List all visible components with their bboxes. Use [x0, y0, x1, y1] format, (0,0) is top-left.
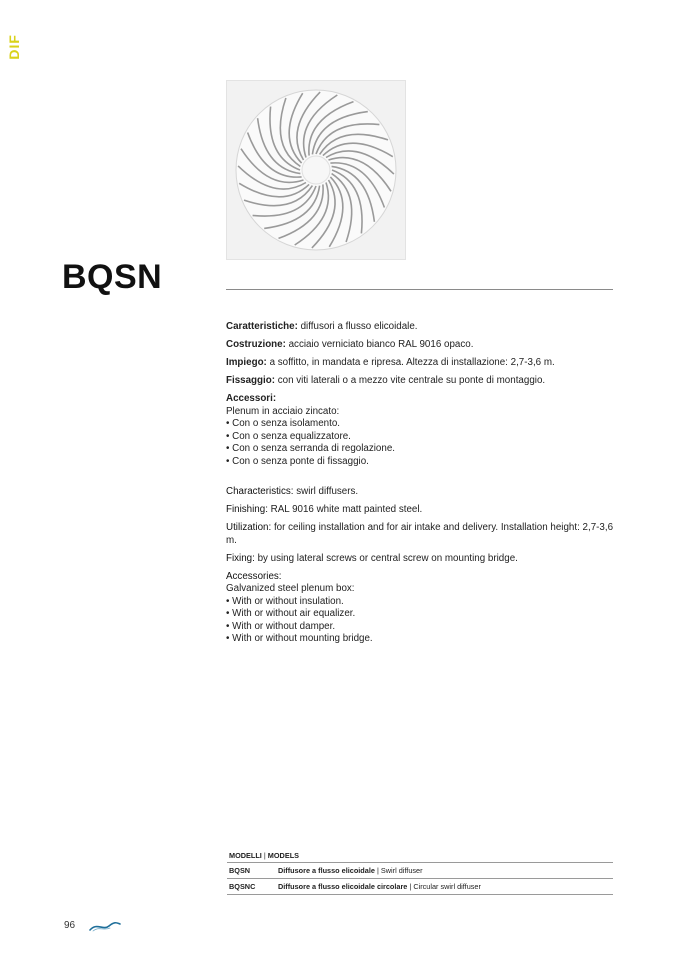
spec-line: Utilization: for ceiling installation and for air intake and delivery. Installation height: 2,7-3,6 m. [226, 522, 614, 546]
list-item: • Con o senza ponte di fissaggio. [226, 456, 616, 469]
table-row [227, 863, 613, 879]
swirl-diffuser-image [226, 80, 406, 260]
italian-description [226, 321, 616, 468]
spec-line: Impiego: a soffitto, in mandata e ripresa. Altezza di installazione: 2,7-3,6 m. [226, 357, 555, 368]
model-code: BQSNC [227, 879, 276, 895]
list-item: • With or without damper. [226, 621, 616, 634]
list-item: • Con o senza equalizzatore. [226, 431, 616, 444]
diffuser-hub [302, 156, 330, 184]
list-item: • Con o senza serranda di regolazione. [226, 443, 616, 456]
spec-line: Characteristics: swirl diffusers. [226, 486, 359, 497]
list-item: • With or without insulation. [226, 596, 616, 609]
spec-line: Fixing: by using lateral screws or central screw on mounting bridge. [226, 552, 518, 564]
accessories-label: Accessories: [226, 570, 282, 582]
accessories-section [226, 393, 616, 468]
models-header: MODELLI | MODELS [227, 849, 613, 863]
accessories-label: Accessori: [226, 393, 277, 404]
models-table [227, 849, 613, 895]
spec-line: Caratteristiche: diffusori a flusso elicoidale. [226, 321, 418, 332]
spec-line: Fissaggio: con viti laterali o a mezzo vite centrale su ponte di montaggio. [226, 375, 546, 386]
accessories-intro: Galvanized steel plenum box: [226, 583, 355, 594]
list-item: • Con o senza isolamento. [226, 418, 616, 431]
spec-line: Costruzione: acciaio verniciato bianco RAL 9016 opaco. [226, 339, 474, 350]
accessories-list [226, 418, 616, 468]
title-divider [226, 289, 613, 290]
brand-swoosh-icon [89, 919, 121, 933]
section-tab-label: DIF [6, 34, 22, 60]
swirl-diffuser-illustration [227, 81, 405, 259]
english-description [226, 486, 616, 646]
model-code: BQSN [227, 863, 276, 879]
model-description: Diffusore a flusso elicoidale | Swirl diffuser [276, 863, 613, 879]
spec-line: Finishing: RAL 9016 white matt painted steel. [226, 504, 423, 515]
accessories-section [226, 571, 616, 646]
accessories-list [226, 596, 616, 646]
table-header-row [227, 849, 613, 863]
table-row [227, 879, 613, 895]
page-number: 96 [64, 920, 76, 931]
product-title: BQSN [62, 258, 163, 296]
accessories-intro: Plenum in acciaio zincato: [226, 405, 340, 417]
list-item: • With or without mounting bridge. [226, 633, 616, 646]
model-description: Diffusore a flusso elicoidale circolare | Circular swirl diffuser [276, 879, 613, 895]
list-item: • With or without air equalizer. [226, 608, 616, 621]
